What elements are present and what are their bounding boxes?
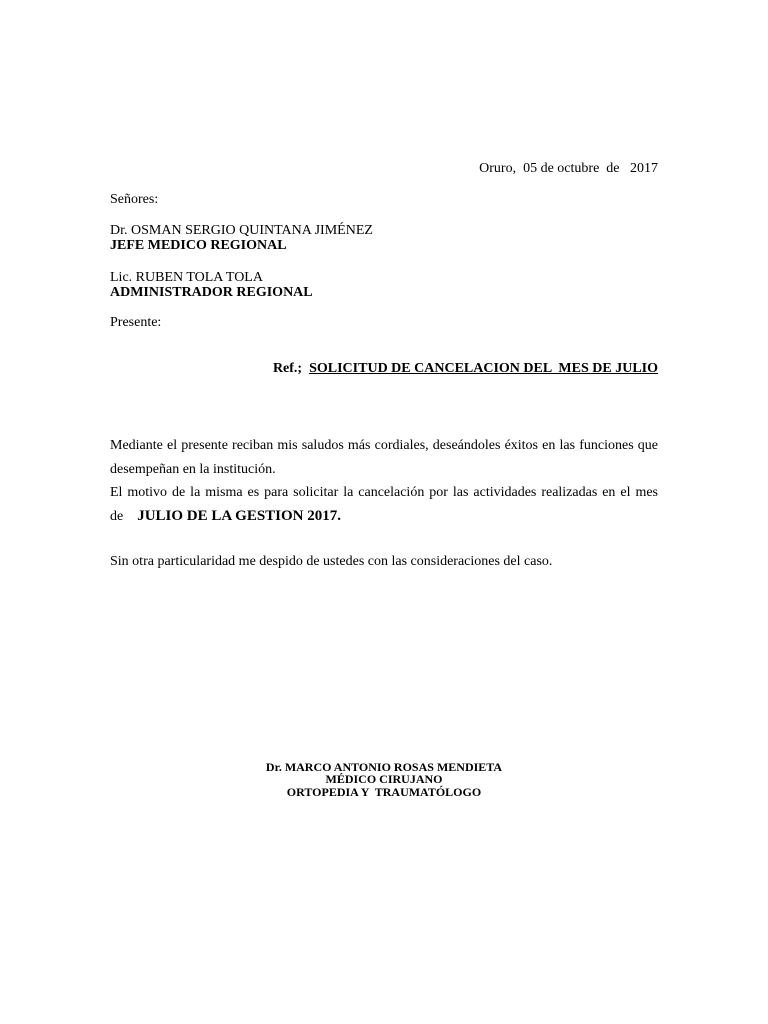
body-line-3: El motivo de la misma es para solicitar la cancelación por las actividades realizadas en el mes xyxy=(110,485,658,500)
body-line-2: desempeñan en la institución. xyxy=(110,462,276,477)
recipient1-title: JEFE MEDICO REGIONAL xyxy=(110,238,287,253)
body-line-4-prefix: de xyxy=(110,509,124,524)
salutation: Señores: xyxy=(110,192,159,207)
body-line-1: Mediante el presente reciban mis saludos más cordiales, deseándoles éxitos en las funciones que xyxy=(110,438,658,453)
body-line-4 xyxy=(110,508,658,525)
closing-line: Sin otra particularidad me despido de ustedes con las consideraciones del caso. xyxy=(110,554,553,569)
reference-label: Ref.; xyxy=(272,361,303,376)
body-line-4-bold: JULIO DE LA GESTION 2017. xyxy=(137,508,342,524)
recipient2-name: Lic. RUBEN TOLA TOLA xyxy=(110,270,263,285)
recipient1-name: Dr. OSMAN SERGIO QUINTANA JIMÉNEZ xyxy=(110,223,373,238)
reference-subject: SOLICITUD DE CANCELACION DEL MES DE JULIO xyxy=(309,361,658,376)
signature-name: Dr. MARCO ANTONIO ROSAS MENDIETA xyxy=(265,760,503,774)
presente-label: Presente: xyxy=(110,315,162,330)
signature-title-2: ORTOPEDIA Y TRAUMATÓLOGO xyxy=(286,785,482,799)
recipient2-title: ADMINISTRADOR REGIONAL xyxy=(110,285,313,300)
signature-title-1: MÉDICO CIRUJANO xyxy=(325,772,443,786)
reference-line xyxy=(273,361,658,377)
date-line: Oruro, 05 de octubre de 2017 xyxy=(479,161,658,176)
